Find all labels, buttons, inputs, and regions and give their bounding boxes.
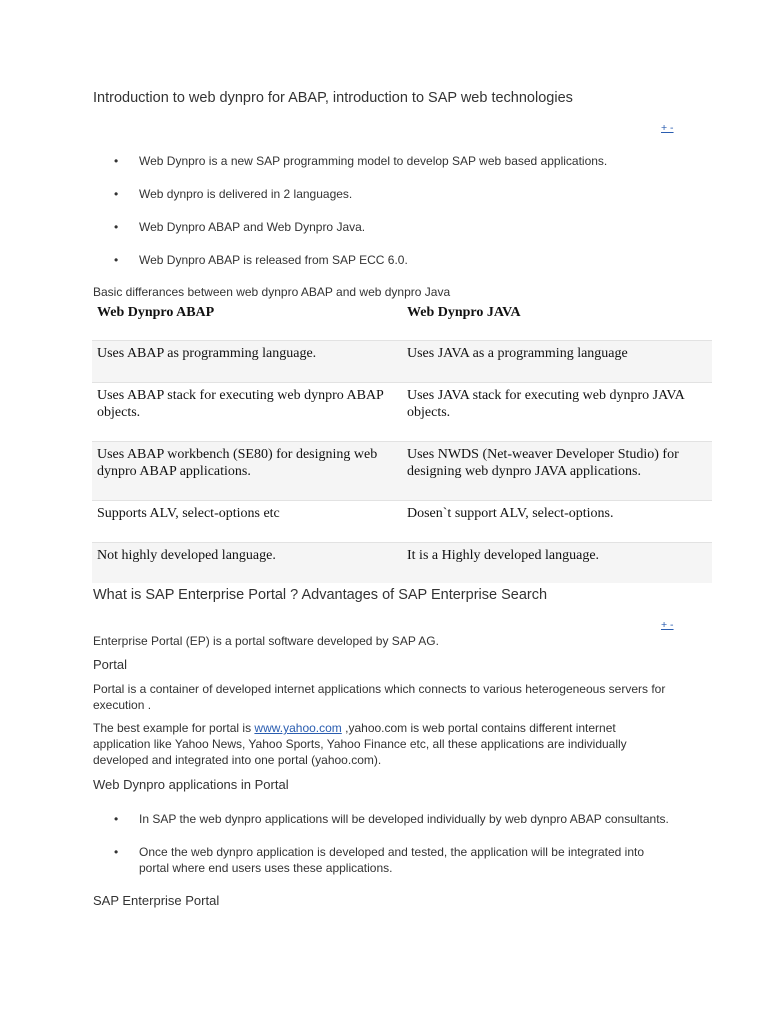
table-cell: Uses JAVA as a programming language bbox=[402, 341, 712, 383]
expand-collapse-toggle[interactable]: + - bbox=[661, 619, 674, 631]
table-caption: Basic differances between web dynpro ABAP and web dynpro Java bbox=[93, 285, 451, 299]
table-cell: Uses NWDS (Net-weaver Developer Studio) for designing web dynpro JAVA applications. bbox=[402, 442, 712, 501]
bullet-icon: • bbox=[114, 187, 119, 201]
section-title: What is SAP Enterprise Portal ? Advantages of SAP Enterprise Search bbox=[93, 587, 548, 603]
bullet-icon: • bbox=[114, 220, 119, 234]
intro-paragraph: Enterprise Portal (EP) is a portal software developed by SAP AG. bbox=[93, 634, 439, 648]
table-cell: Not highly developed language. bbox=[92, 543, 402, 584]
bullet-icon: • bbox=[114, 845, 119, 859]
comparison-table bbox=[92, 300, 712, 583]
table-cell: Uses ABAP stack for executing web dynpro ABAP objects. bbox=[92, 383, 402, 442]
table-row bbox=[92, 442, 712, 501]
column-header: Web Dynpro ABAP bbox=[97, 305, 215, 320]
yahoo-link[interactable]: www.yahoo.com bbox=[254, 721, 342, 735]
section-title: Introduction to web dynpro for ABAP, introduction to SAP web technologies bbox=[93, 90, 573, 106]
sap-enterprise-portal-heading: SAP Enterprise Portal bbox=[93, 893, 220, 908]
column-header: Web Dynpro JAVA bbox=[407, 305, 521, 320]
portal-heading: Portal bbox=[93, 657, 127, 672]
portal-example-paragraph: The best example for portal is www.yahoo.com ,yahoo.com is web portal contains different internet application like Yahoo News, Yahoo Sports, Yahoo Finance etc, all these applications are individually developed and integrated into one portal (yahoo.com). bbox=[93, 721, 627, 767]
bullet-icon: • bbox=[114, 812, 119, 826]
table-cell: Uses ABAP workbench (SE80) for designing web dynpro ABAP applications. bbox=[92, 442, 402, 501]
table-row bbox=[92, 543, 712, 584]
web-dynpro-portal-heading: Web Dynpro applications in Portal bbox=[93, 777, 289, 792]
bullet-icon: • bbox=[114, 154, 119, 168]
table-cell: Uses JAVA stack for executing web dynpro JAVA objects. bbox=[402, 383, 712, 442]
table-row bbox=[92, 501, 712, 543]
table-header-row bbox=[92, 300, 712, 341]
table-cell: It is a Highly developed language. bbox=[402, 543, 712, 584]
table-cell: Supports ALV, select-options etc bbox=[92, 501, 402, 543]
table-row bbox=[92, 341, 712, 383]
table-cell: Dosen`t support ALV, select-options. bbox=[402, 501, 712, 543]
table-cell: Uses ABAP as programming language. bbox=[92, 341, 402, 383]
expand-collapse-toggle[interactable]: + - bbox=[661, 122, 674, 134]
table-row bbox=[92, 383, 712, 442]
portal-description: Portal is a container of developed internet applications which connects to various heterogeneous servers for execution . bbox=[93, 682, 666, 712]
bullet-icon: • bbox=[114, 253, 119, 267]
